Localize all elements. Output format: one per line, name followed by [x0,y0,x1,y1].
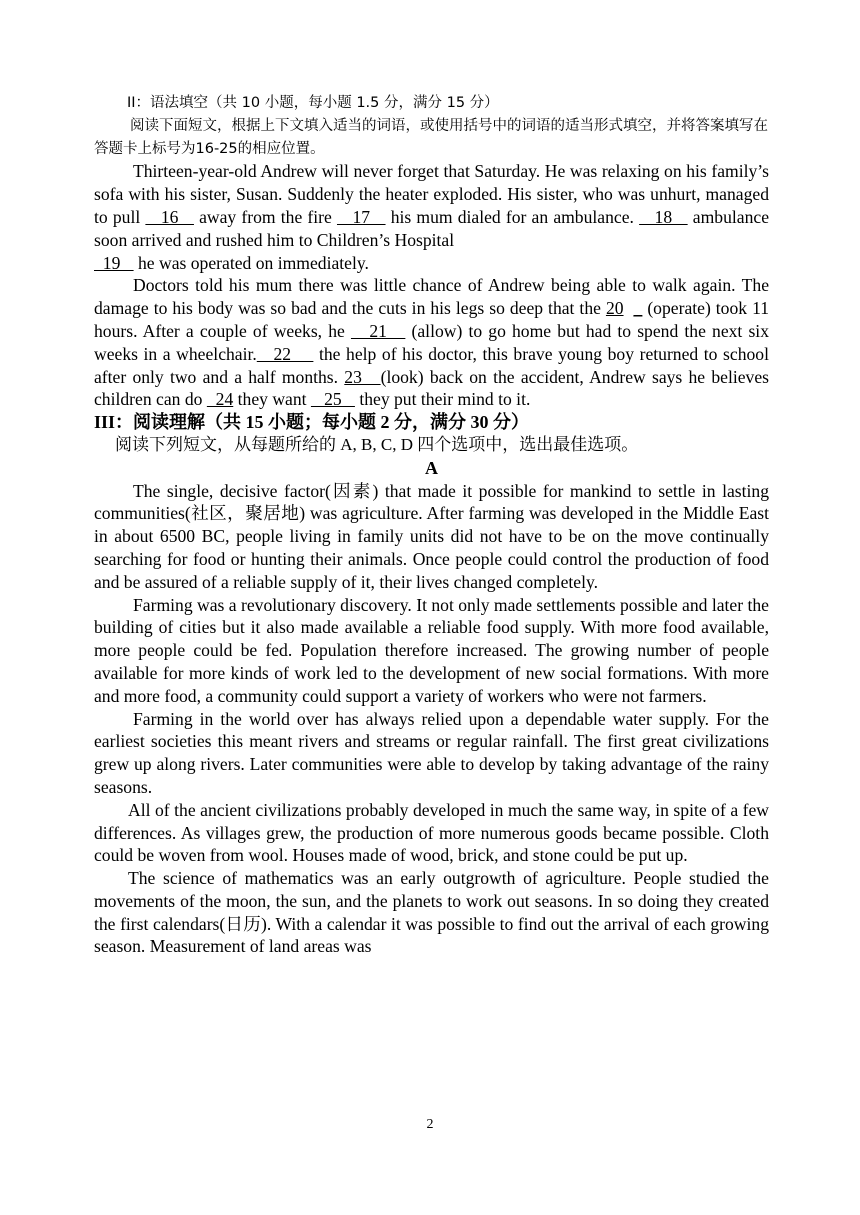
passage-label: A [425,457,438,478]
text-run: away from the fire [193,206,337,227]
section-3-heading: III：阅读理解（共 15 小题；每小题 2 分，满分 30 分） [94,412,530,433]
text-run: they put their mind to it. [354,389,531,410]
passage-paragraph-4: All of the ancient civilizations probably developed in much the same way, in spite of a few differences. As villages grew, the production of more numerous goods became possible. Cloth could be woven from wool. Houses made of wood, brick, and stone could be put up. [94,799,769,866]
passage-paragraph-5: The science of mathematics was an early outgrowth of agriculture. People studied the movements of the moon, the sun, and the planets to work out seasons. In so doing they created the first calendars(日历). With a calendar it was possible to find out the arrival of each growing season. Measurement of land areas was [94,868,769,957]
blank-16: 16 [145,206,194,227]
text-run: his mum dialed for an ambulance. [385,206,640,227]
cloze-paragraph-2 [94,274,769,411]
blank-20: 20 [605,298,624,319]
text-run: the help of his doctor, this brave young boy returned to school after only two and a half months. [94,343,769,387]
cloze-paragraph-1 [94,160,769,274]
text-run: (operate) took 11 hours. After a couple of weeks, he [94,298,770,341]
text-run: Thirteen-year-old Andrew will never forget that Saturday. He was relaxing on his family’s sofa with his sister, Susan. Suddenly the heater exploded. His sister, who was unhurt, managed to pull [94,161,769,227]
passage-paragraph-3: Farming in the world over has always relied upon a dependable water supply. For the earliest societies this meant rivers and streams or regular rainfall. The first great civilizations grew up along rivers. Later communities were able to develop by taking advantage of the rainy seasons. [94,708,769,797]
passage-paragraph-1: The single, decisive factor(因素) that made it possible for mankind to settle in lasting communities(社区，聚居地) was agriculture. After farming was developed in the Middle East in about 6500 BC, people living in family units did not have to be on the move continually searching for food or hunting their animals. Once people could control the production of food and be assured of a reliable supply of it, their lives changed completely. [94,480,769,592]
blank-24: 24 [206,389,234,410]
blank-25: 25 [310,389,355,410]
blank-18: 18 [639,206,688,227]
blank-23: 23 [344,366,381,387]
blank-19: 19 [94,252,134,273]
blank-17: 17 [336,206,386,227]
blank-20-line: _ [633,298,643,319]
text-run: (allow) to go home but had to spend the next six weeks in a wheelchair. [94,320,769,364]
blank-21: 21 [350,320,406,341]
page-content [94,92,769,958]
blank-22: 22 [256,343,314,364]
text-run: (look) back on the accident, Andrew says he believes children can do [94,366,769,410]
text-run: Doctors told his mum there was little chance of Andrew being able to walk again. The damage to his body was so bad and the cuts in his legs so deep that the [94,275,769,319]
section-3-instruction: 阅读下列短文，从每题所给的 A, B, C, D 四个选项中，选出最佳选项。 [115,434,639,454]
text-run: he was operated on immediately. [133,252,369,273]
passage-paragraph-2: Farming was a revolutionary discovery. It not only made settlements possible and later the building of cities but it also made available a reliable food supply. With more food available, more people could be fed. Population therefore increased. The growing number of people available for more kinds of work led to the development of new social formations. With more and more food, a community could support a variety of workers who were not farmers. [94,594,769,706]
text-run: they want [233,389,311,410]
text-run [624,298,634,318]
text-run: ambulance soon arrived and rushed him to Children’s Hospital [94,206,770,250]
page-number: 2 [426,1117,434,1132]
section-2-instruction: 阅读下面短文，根据上下文填入适当的词语，或使用括号中的词语的适当形式填空，并将答案填写在答题卡上标号为16-25的相应位置。 [94,117,768,157]
section-2-heading: II：语法填空（共 10 小题，每小题 1.5 分，满分 15 分） [127,95,499,111]
